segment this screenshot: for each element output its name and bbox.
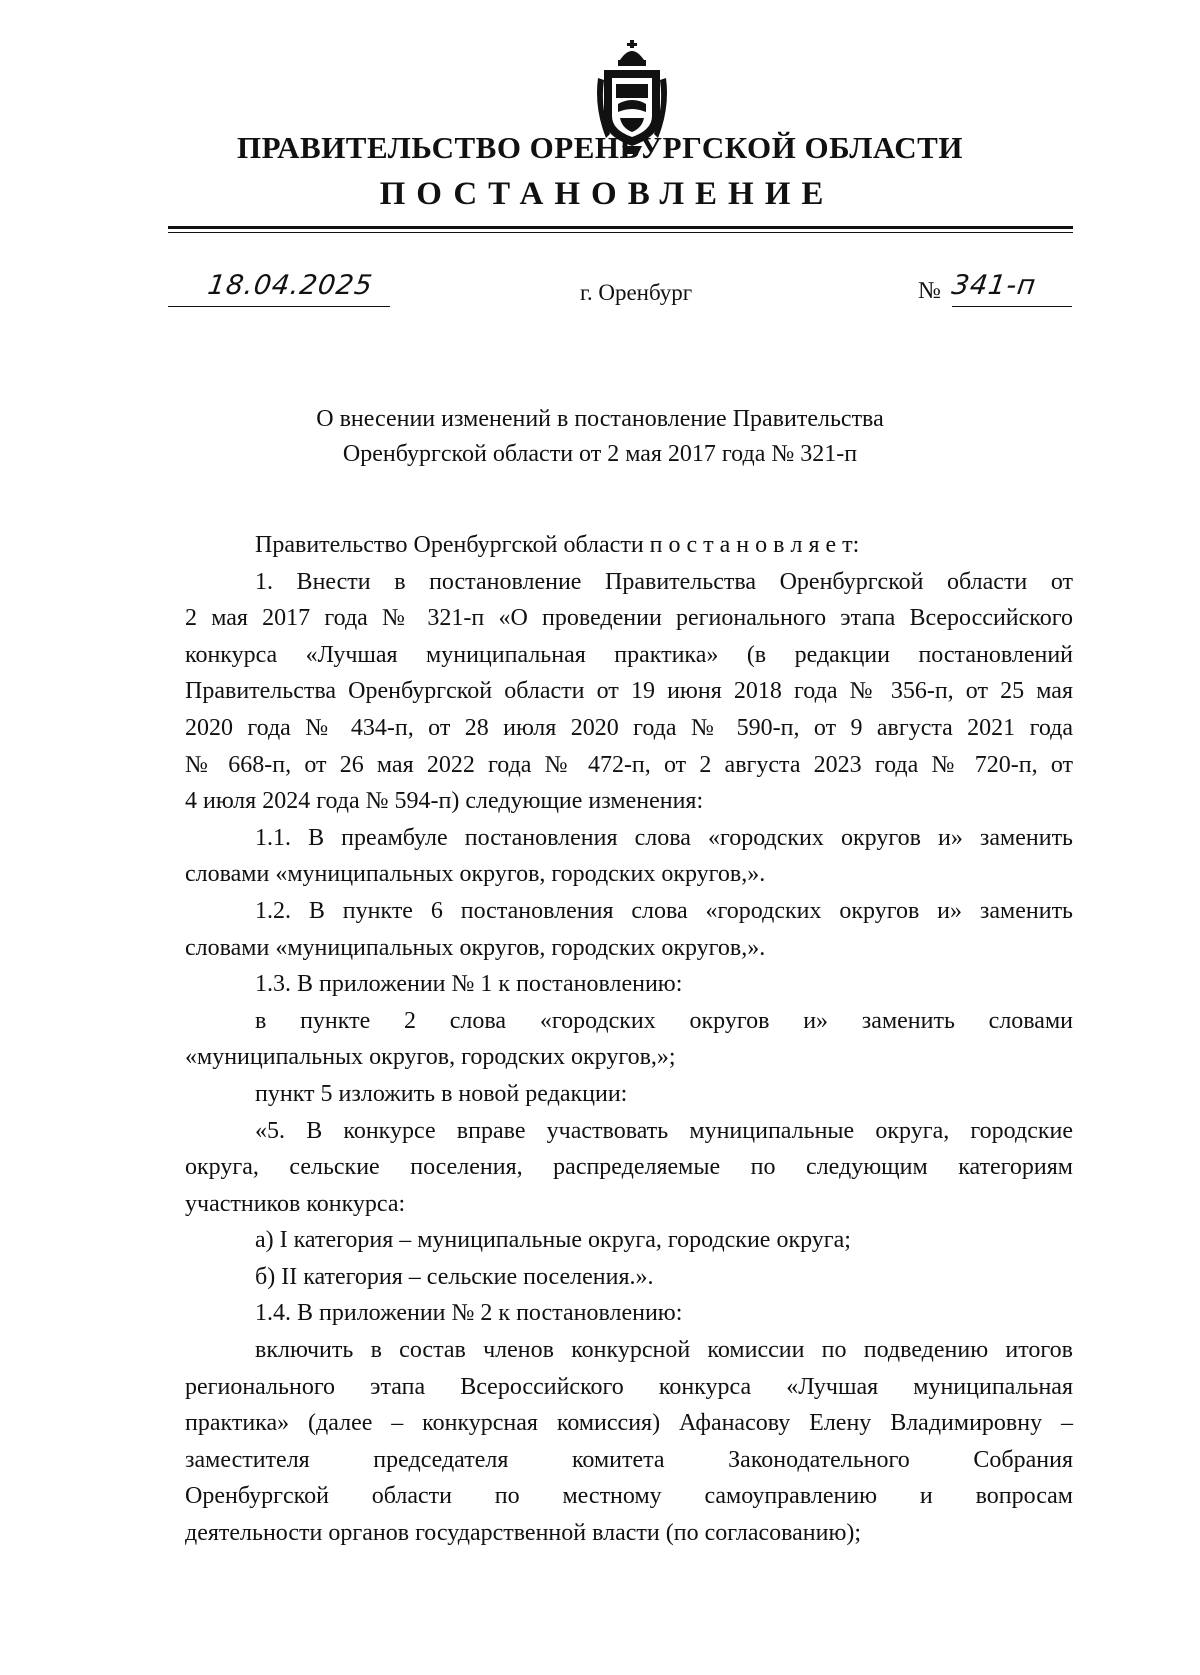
body-line: округа, сельские поселения, распределяемые по следующим категориям (185, 1154, 1073, 1181)
title-line: Оренбургской области от 2 мая 2017 года № 321-п (342, 441, 858, 467)
header-rule-thin (168, 232, 1073, 233)
body-line: Оренбургской области по местному самоуправлению и вопросам (185, 1483, 1073, 1510)
document-number: 341-п (949, 270, 1039, 301)
body-line: заместителя председателя комитета Законодательного Собрания (185, 1446, 1073, 1473)
body-line: в пункте 2 слова «городских округов и» заменить словами (255, 1007, 1073, 1034)
document-date: 18.04.2025 (205, 270, 375, 301)
body-line: 1.3. В приложении № 1 к постановлению: (255, 971, 683, 998)
document-city: г. Оренбург (580, 280, 693, 305)
body-line: 1.2. В пункте 6 постановления слова «городских округов и» заменить (255, 897, 1073, 924)
title-line: О внесении изменений в постановление Правительства (316, 406, 884, 432)
body-line: 4 июля 2024 года № 594-п) следующие изменения: (185, 788, 704, 815)
body-line: 1.1. В преамбуле постановления слова «городских округов и» заменить (255, 824, 1073, 851)
body-line: «муниципальных округов, городских округов,»; (185, 1044, 676, 1071)
body-line: а) I категория – муниципальные округа, городские округа; (255, 1227, 851, 1254)
organization-name: ПРАВИТЕЛЬСТВО ОРЕНБУРГСКОЙ ОБЛАСТИ (237, 130, 963, 165)
document-type: ПОСТАНОВЛЕНИЕ (379, 176, 835, 212)
body-line: 2020 года № 434-п, от 28 июля 2020 года № 590-п, от 9 августа 2021 года (185, 714, 1073, 741)
body-line: Правительство Оренбургской области п о с т а н о в л я е т: (255, 532, 860, 558)
body-line: 1. Внести в постановление Правительства Оренбургской области от (255, 568, 1073, 595)
document-body (185, 527, 1073, 1552)
body-line: Правительства Оренбургской области от 19 июня 2018 года № 356-п, от 25 мая (185, 678, 1073, 705)
body-line: участников конкурса: (185, 1190, 406, 1217)
body-line: 1.4. В приложении № 2 к постановлению: (255, 1300, 683, 1327)
number-label: № (918, 278, 941, 304)
body-line: регионального этапа Всероссийского конкурса «Лучшая муниципальная (185, 1373, 1073, 1400)
document-title (0, 402, 1200, 472)
body-line: б) II категория – сельские поселения.». (255, 1263, 654, 1290)
header-rule-thick (168, 226, 1073, 229)
body-line: № 668-п, от 26 мая 2022 года № 472-п, от 2 августа 2023 года № 720-п, от (185, 751, 1073, 778)
body-line: практика» (далее – конкурсная комиссия) Афанасову Елену Владимировну – (185, 1410, 1073, 1437)
body-line: словами «муниципальных округов, городских округов,». (185, 934, 766, 961)
body-line: 2 мая 2017 года № 321-п «О проведении регионального этапа Всероссийского (185, 605, 1073, 632)
body-line: деятельности органов государственной власти (по согласованию); (185, 1520, 862, 1547)
body-line: «5. В конкурсе вправе участвовать муниципальные округа, городские (255, 1117, 1073, 1144)
body-line: включить в состав членов конкурсной комиссии по подведению итогов (255, 1337, 1073, 1364)
body-line: словами «муниципальных округов, городских округов,». (185, 861, 766, 888)
body-line: конкурса «Лучшая муниципальная практика» (в редакции постановлений (185, 641, 1073, 668)
body-line: пункт 5 изложить в новой редакции: (255, 1080, 628, 1107)
